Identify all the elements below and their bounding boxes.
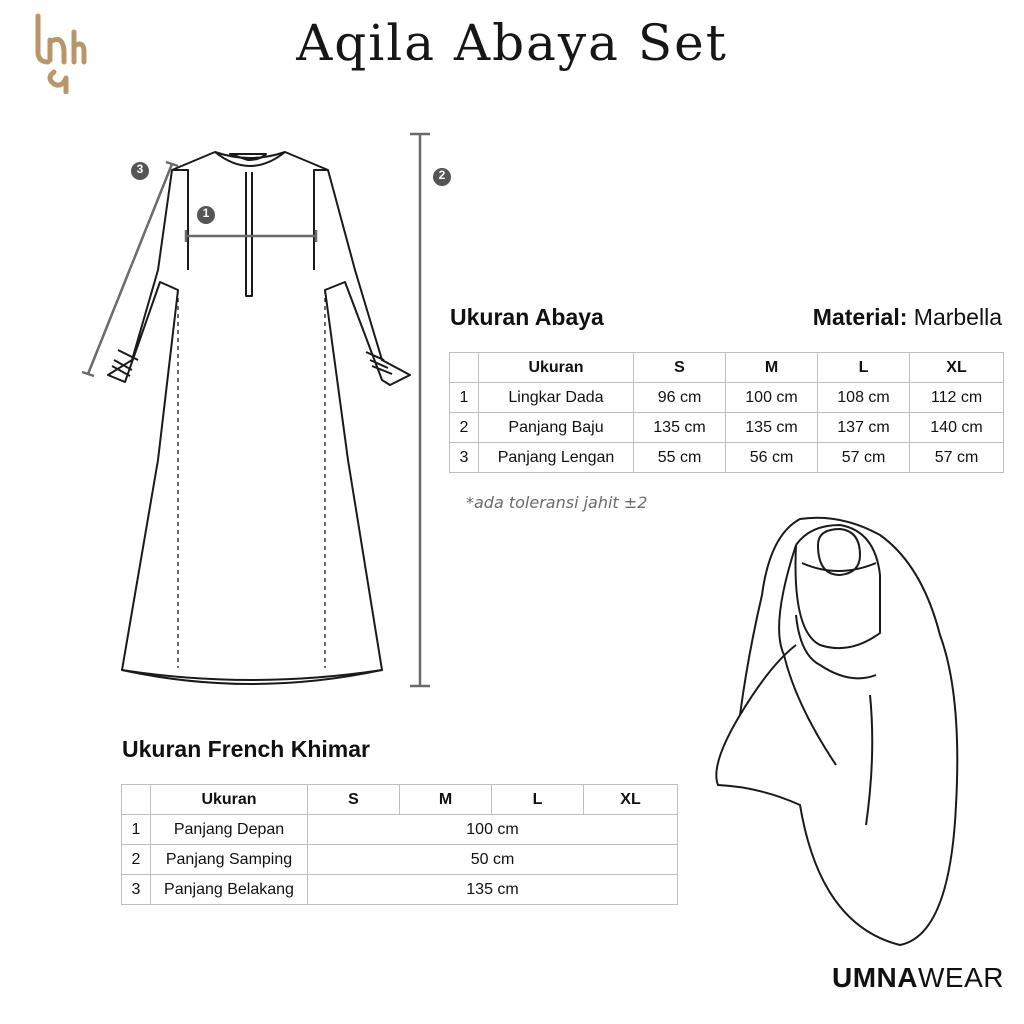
tolerance-note: *ada toleransi jahit ±2 [466,493,648,512]
table-header-cell [122,785,151,815]
table-header-cell: M [726,353,818,383]
khimar-size-table [121,784,678,905]
marker-3-label: 3 [136,162,144,176]
table-header-cell: L [818,353,910,383]
row-number: 2 [450,413,479,443]
cell-xl: 57 cm [910,443,1004,473]
brand-bold: UMNA [832,962,918,993]
table-header-cell: XL [584,785,678,815]
row-name: Panjang Baju [479,413,634,443]
khimar-size-heading: Ukuran French Khimar [122,736,370,762]
cell-all-sizes: 100 cm [308,815,678,845]
cell-xl: 140 cm [910,413,1004,443]
khimar-illustration [700,505,960,955]
cell-s: 135 cm [634,413,726,443]
cell-s: 96 cm [634,383,726,413]
table-header-cell [450,353,479,383]
cell-s: 55 cm [634,443,726,473]
table-header-row [122,785,678,815]
table-header-cell: Ukuran [151,785,308,815]
row-name: Lingkar Dada [479,383,634,413]
cell-xl: 112 cm [910,383,1004,413]
abaya-size-heading: Ukuran Abaya [450,304,604,330]
cell-l: 137 cm [818,413,910,443]
table-header-cell: M [400,785,492,815]
row-name: Panjang Samping [151,845,308,875]
material-value: Marbella [913,304,1002,330]
marker-1-label: 1 [202,206,210,220]
brand-wordmark [832,962,1004,994]
table-row [450,383,1004,413]
table-header-cell: Ukuran [479,353,634,383]
row-number: 3 [122,875,151,905]
row-number: 1 [450,383,479,413]
row-name: Panjang Lengan [479,443,634,473]
table-header-cell: XL [910,353,1004,383]
table-row [122,845,678,875]
table-row [450,413,1004,443]
table-header-row [450,353,1004,383]
cell-l: 108 cm [818,383,910,413]
page-title: Aqila Abaya Set [296,14,728,72]
row-number: 3 [450,443,479,473]
abaya-size-table [449,352,1004,473]
cell-all-sizes: 135 cm [308,875,678,905]
abaya-illustration [70,120,470,700]
table-header-cell: L [492,785,584,815]
cell-m: 135 cm [726,413,818,443]
row-number: 2 [122,845,151,875]
material-label: Material: [812,304,908,330]
brand-regular: WEAR [918,962,1004,993]
material-info [813,304,1002,331]
marker-2-label: 2 [438,168,446,182]
cell-m: 56 cm [726,443,818,473]
row-number: 1 [122,815,151,845]
cell-all-sizes: 50 cm [308,845,678,875]
table-row [450,443,1004,473]
table-row [122,815,678,845]
table-header-cell: S [634,353,726,383]
cell-m: 100 cm [726,383,818,413]
row-name: Panjang Belakang [151,875,308,905]
row-name: Panjang Depan [151,815,308,845]
cell-l: 57 cm [818,443,910,473]
table-header-cell: S [308,785,400,815]
table-row [122,875,678,905]
